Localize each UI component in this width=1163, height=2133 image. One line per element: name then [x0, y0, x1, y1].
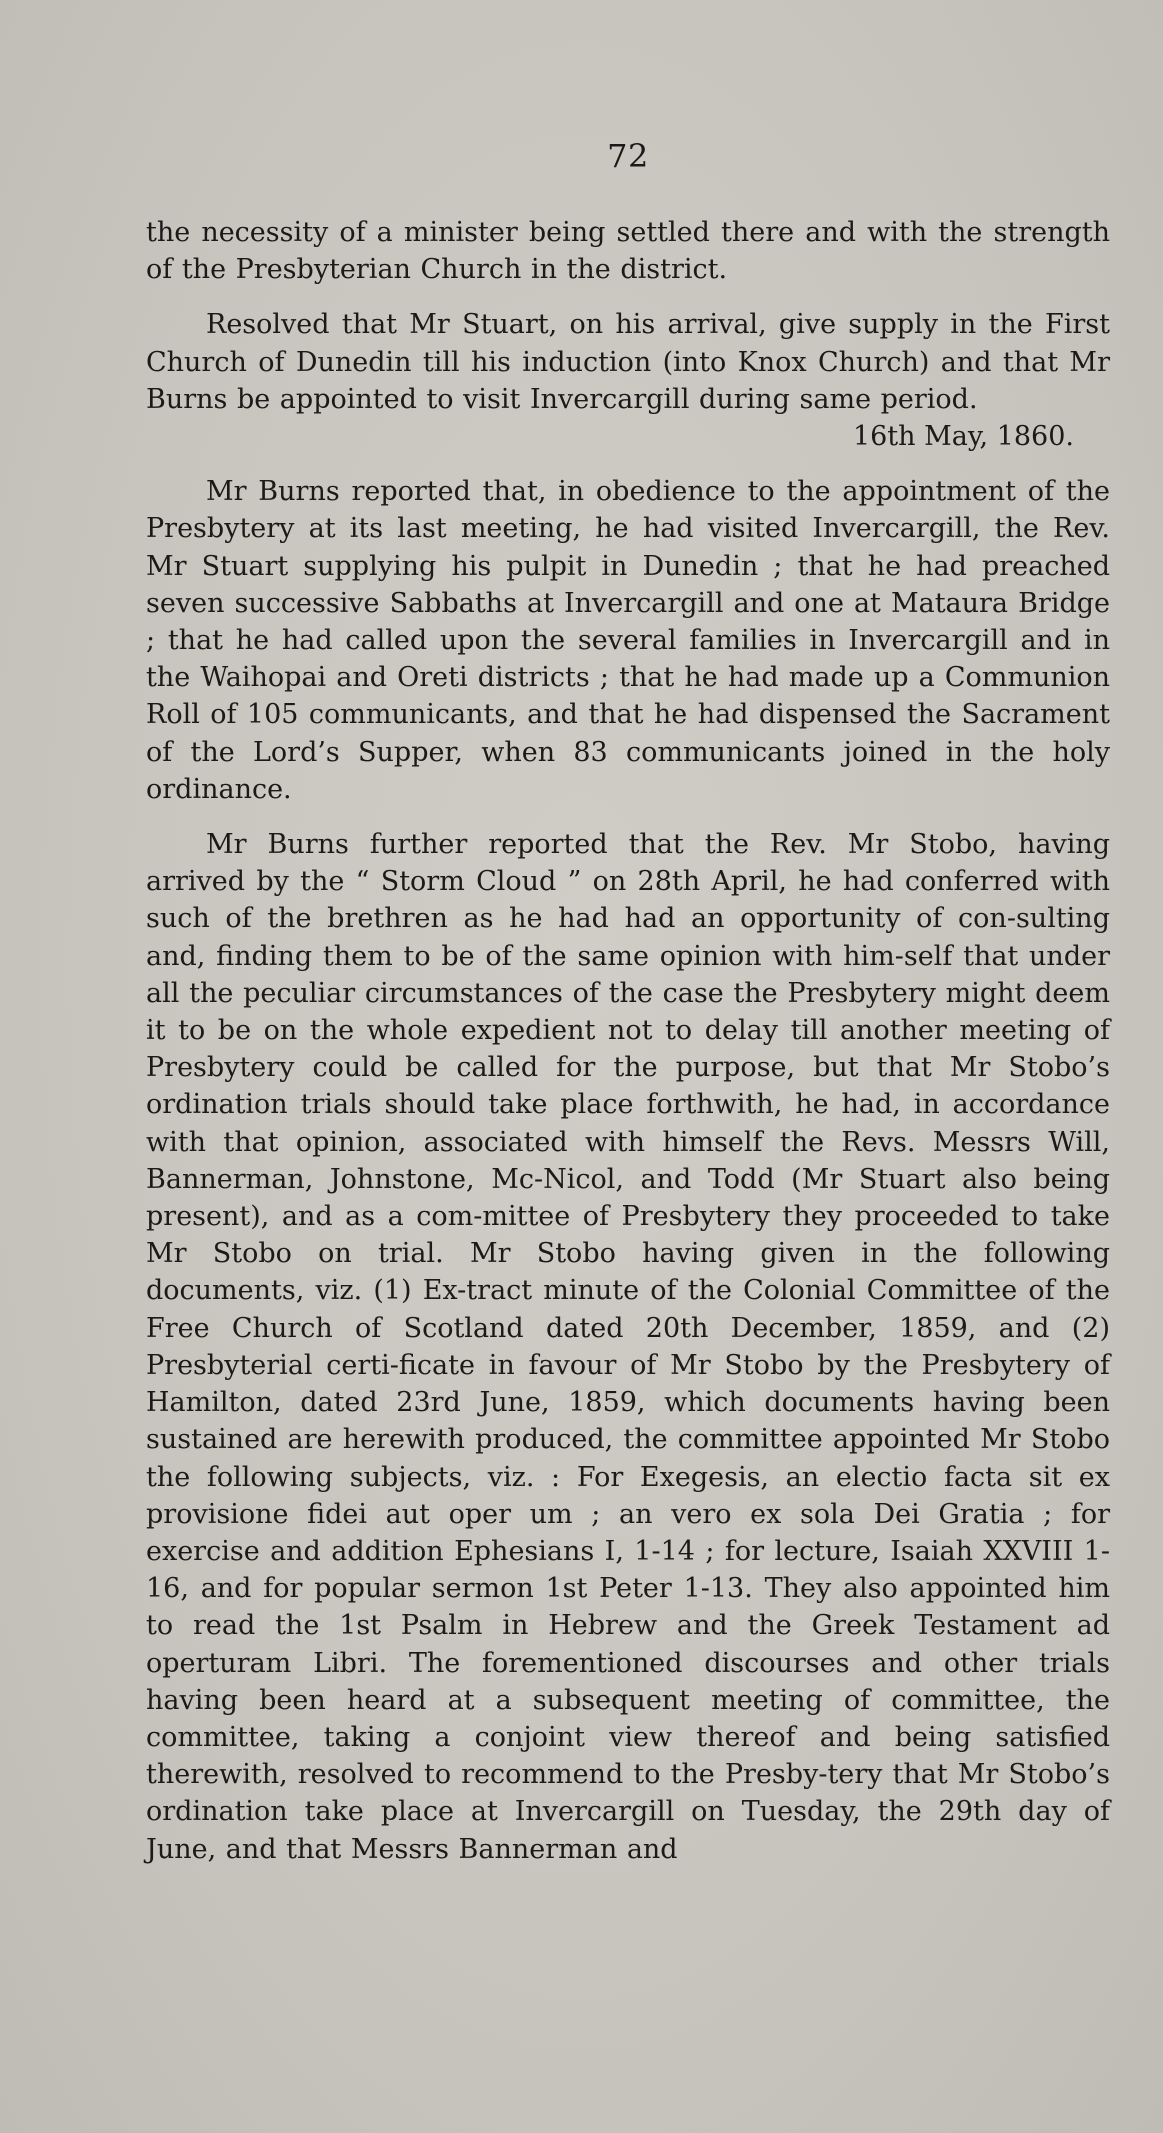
paragraph-continuation: the necessity of a minister being settled there and with the strength of the Presbyterian Church in the district. — [146, 217, 1110, 286]
paragraph-gap — [146, 288, 1110, 306]
paragraph-gap — [146, 455, 1110, 473]
paragraph-gap — [146, 808, 1110, 826]
page-number: 72 — [607, 137, 649, 175]
paragraph-stobo-trials: Mr Burns further reported that the Rev. Mr Stobo, having arrived by the “ Storm Cloud ” on 28th April, he had conferred with such of the brethren as he had had an opportunity of con-sulting and, finding them to be of the same opinion with him-self that under all the peculiar circumstances of the case the Presbytery might deem it to be on the whole expedient not to delay till another meeting of Presbytery could be called for the purpose, but that Mr Stobo’s ordination trials should take place forthwith, he had, in accordance with that opinion, associated with himself the Revs. Messrs Will, Bannerman, Johnstone, Mc-Nicol, and Todd (Mr Stuart also being present), and as a com-mittee of Presbytery they proceeded to take Mr Stobo on trial. Mr Stobo having given in the following documents, viz. (1) Ex-tract minute of the Colonial Committee of the Free Church of Scotland dated 20th December, 1859, and (2) Presbyterial certi-ficate in favour of Mr Stobo by the Presbytery of Hamilton, dated 23rd June, 1859, which documents having been sustained are herewith produced, the committee appointed Mr Stobo the following subjects, viz. : For Exegesis, an electio facta sit ex provisione fidei aut oper um ; an vero ex sola Dei Gratia ; for exercise and addition Ephesians I, 1-14 ; for lecture, Isaiah XXVIII 1-16, and for popular sermon 1st Peter 1-13. They also appointed him to read the 1st Psalm in Hebrew and the Greek Testament ad operturam Libri. The forementioned discourses and other trials having been heard at a subsequent meeting of committee, the committee, taking a conjoint view thereof and being satisfied therewith, resolved to recommend to the Presby-tery that Mr Stobo’s ordination take place at Invercargill on Tuesday, the 29th day of June, and that Messrs Bannerman and — [146, 829, 1110, 1865]
document-page — [146, 137, 1110, 1868]
paragraph-resolution: Resolved that Mr Stuart, on his arrival, give supply in the First Church of Dunedin till his induction (into Knox Church) and that Mr Burns be appointed to visit Invercargill during same period. — [146, 309, 1110, 415]
paragraph-burns-report: Mr Burns reported that, in obedience to the appointment of the Presbytery at its last meeting, he had visited Invercargill, the Rev. Mr Stuart supplying his pulpit in Dunedin ; that he had preached seven successive Sabbaths at Invercargill and one at Mataura Bridge ; that he had called upon the several families in Invercargill and in the Waihopai and Oreti districts ; that he had made up a Communion Roll of 105 communicants, and that he had dispensed the Sacrament of the Lord’s Supper, when 83 communicants joined in the holy ordinance. — [146, 476, 1110, 805]
date-heading: 16th May, 1860. — [852, 421, 1074, 453]
